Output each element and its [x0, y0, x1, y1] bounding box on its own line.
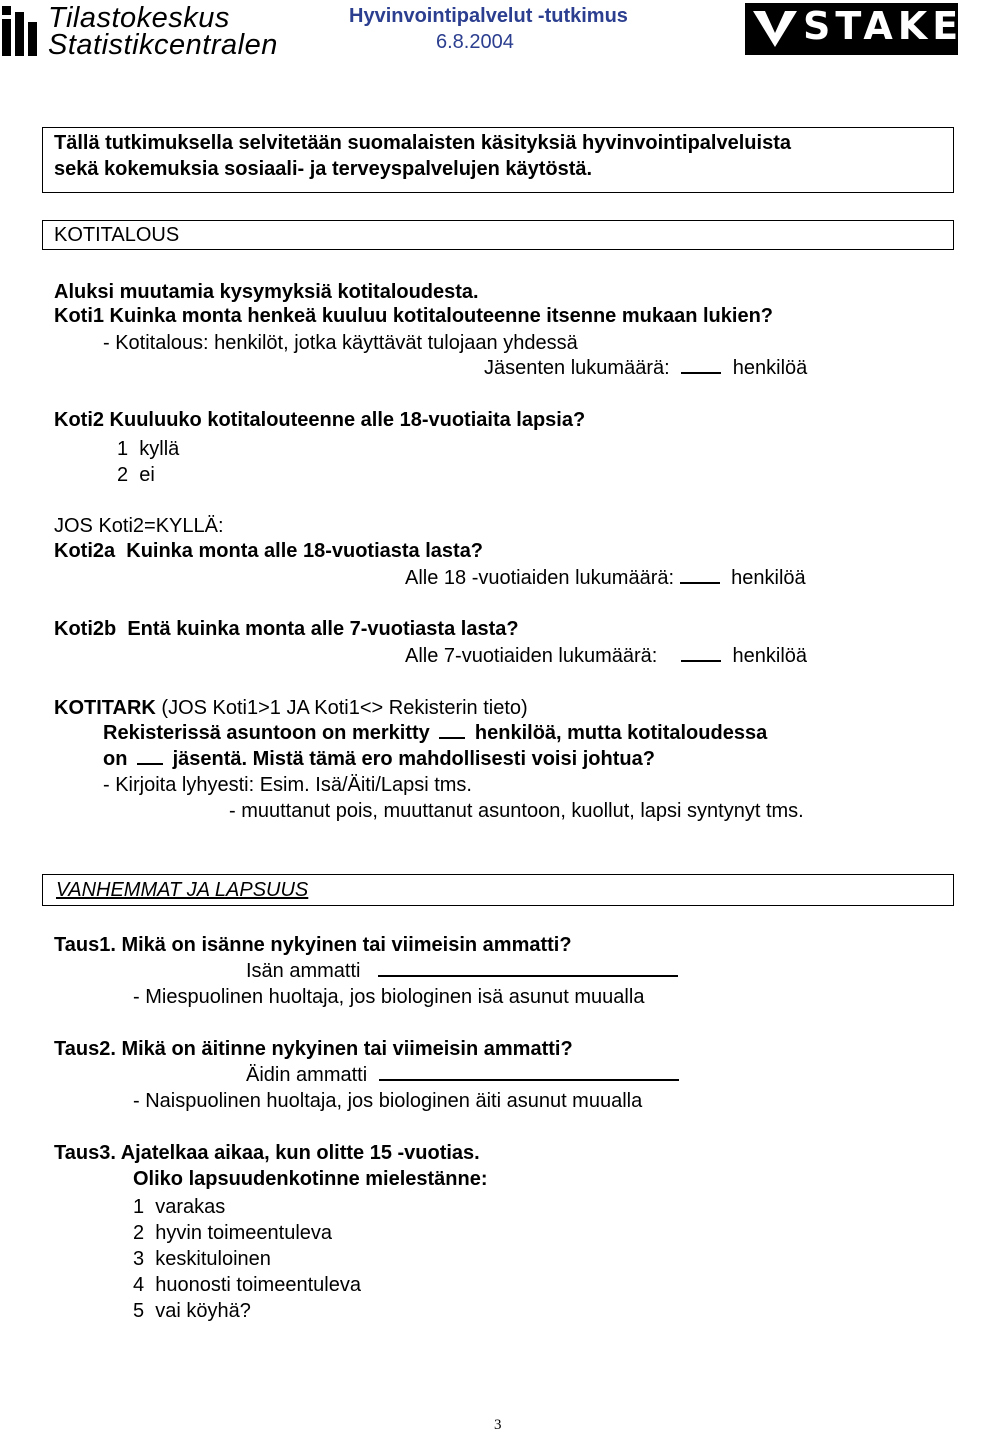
taus3-option-3-label: keskituloinen — [155, 1248, 271, 1270]
koti2b-answer-blank[interactable] — [681, 659, 721, 662]
koti2b-answer-unit: henkilöä — [732, 645, 808, 667]
koti2-option-1-label: kyllä — [139, 438, 180, 460]
logo-line-1: Tilastokeskus — [48, 2, 230, 34]
intro-line-2: sekä kokemuksia sosiaali- ja terveyspalvelujen käytöstä. — [54, 158, 593, 180]
kotitark-line-2 — [103, 749, 655, 769]
kotitark-register-blank[interactable] — [439, 736, 465, 739]
kotitark-line-1a: Rekisterissä asuntoon on merkitty — [103, 722, 430, 744]
taus3-option-2[interactable] — [133, 1223, 332, 1243]
taus3-question-row — [54, 1143, 480, 1163]
kotitark-condition: (JOS Koti1>1 JA Koti1<> Rekisterin tieto) — [161, 697, 528, 719]
taus3-option-2-num: 2 — [133, 1222, 145, 1244]
koti2-option-2[interactable] — [117, 465, 155, 485]
kotitark-id: KOTITARK — [54, 697, 156, 719]
koti2-question: Koti2 Kuuluuko kotitalouteenne alle 18-vuotiaita lapsia? — [54, 409, 586, 431]
tilastokeskus-logo — [2, 2, 292, 61]
koti2b-question-row — [54, 619, 519, 639]
taus3-option-5-label: vai köyhä? — [155, 1300, 251, 1322]
survey-title: Hyvinvointipalvelut -tutkimus — [349, 5, 628, 27]
koti1-question: Koti1 Kuinka monta henkeä kuuluu kotitalouteenne itsenne mukaan lukien? — [54, 305, 774, 327]
koti1-answer — [484, 358, 807, 378]
taus2-note: - Naispuolinen huoltaja, jos biologinen äiti asunut muualla — [133, 1090, 643, 1112]
taus2-answer — [246, 1065, 679, 1085]
stakes-logo-text: STAKES — [803, 4, 996, 48]
section-vanhemmat-title: VANHEMMAT JA LAPSUUS — [56, 879, 309, 901]
koti2-option-2-num: 2 — [117, 464, 129, 486]
koti2b-answer — [405, 646, 807, 666]
koti1-note: - Kotitalous: henkilöt, jotka käyttävät tulojaan yhdessä — [103, 332, 578, 354]
koti1-answer-blank[interactable] — [681, 371, 721, 374]
koti1-answer-label: Jäsenten lukumäärä: — [484, 357, 670, 379]
taus2-answer-blank[interactable] — [379, 1078, 679, 1081]
kotitark-line-2b: jäsentä. Mistä tämä ero mahdollisesti voisi johtua? — [172, 748, 655, 770]
intro-line-1: Tällä tutkimuksella selvitetään suomalaisten käsityksiä hyvinvointipalveluista — [54, 132, 791, 154]
stakes-mark-icon — [753, 11, 797, 47]
taus3-question-1: Ajatelkaa aikaa, kun olitte 15 -vuotias. — [120, 1142, 480, 1164]
koti2b-id: Koti2b — [54, 618, 117, 640]
page-number: 3 — [494, 1417, 502, 1433]
taus3-option-5[interactable] — [133, 1301, 251, 1321]
taus1-id: Taus1. — [54, 934, 116, 956]
stakes-logo — [745, 3, 996, 55]
taus3-option-4[interactable] — [133, 1275, 361, 1295]
tilastokeskus-mark-icon — [2, 6, 42, 56]
taus3-question-2: Oliko lapsuudenkotinne mielestänne: — [133, 1168, 488, 1190]
koti2-option-1[interactable] — [117, 439, 179, 459]
taus3-option-3-num: 3 — [133, 1248, 145, 1270]
koti1-intro: Aluksi muutamia kysymyksiä kotitaloudesta. — [54, 281, 479, 303]
kotitark-line-2a: on — [103, 748, 128, 770]
koti2a-question: Kuinka monta alle 18-vuotiasta lasta? — [126, 540, 484, 562]
taus3-option-4-num: 4 — [133, 1274, 145, 1296]
taus3-id: Taus3. — [54, 1142, 116, 1164]
taus1-question: Mikä on isänne nykyinen tai viimeisin ammatti? — [121, 934, 572, 956]
koti2b-question: Entä kuinka monta alle 7-vuotiasta lasta? — [127, 618, 519, 640]
taus3-option-3[interactable] — [133, 1249, 271, 1269]
taus1-note: - Miespuolinen huoltaja, jos biologinen isä asunut muualla — [133, 986, 645, 1008]
koti2a-condition: JOS Koti2=KYLLÄ: — [54, 515, 224, 537]
koti2a-answer-blank[interactable] — [680, 581, 720, 584]
koti2a-answer-label: Alle 18 -vuotiaiden lukumäärä: — [405, 567, 675, 589]
taus3-option-5-num: 5 — [133, 1300, 145, 1322]
kotitark-line-1 — [103, 723, 767, 743]
taus3-option-2-label: hyvin toimeentuleva — [155, 1222, 333, 1244]
koti1-answer-unit: henkilöä — [732, 357, 808, 379]
koti2a-question-row — [54, 541, 483, 561]
taus3-option-1-num: 1 — [133, 1196, 145, 1218]
taus2-question: Mikä on äitinne nykyinen tai viimeisin ammatti? — [121, 1038, 573, 1060]
kotitark-header — [54, 698, 528, 718]
taus1-question-row — [54, 935, 572, 955]
koti2a-answer-unit: henkilöä — [731, 567, 806, 589]
taus1-answer-label: Isän ammatti — [246, 960, 361, 982]
kotitark-line-1b: henkilöä, mutta kotitaloudessa — [474, 722, 768, 744]
koti2a-answer — [405, 568, 806, 588]
taus3-option-1-label: varakas — [155, 1196, 226, 1218]
section-kotitalous-title: KOTITALOUS — [54, 224, 180, 246]
kotitark-members-blank[interactable] — [137, 762, 163, 765]
taus1-answer — [246, 961, 678, 981]
taus2-id: Taus2. — [54, 1038, 116, 1060]
taus3-option-4-label: huonosti toimeentuleva — [155, 1274, 361, 1296]
taus2-question-row — [54, 1039, 573, 1059]
taus3-option-1[interactable] — [133, 1197, 225, 1217]
koti2a-id: Koti2a — [54, 540, 116, 562]
koti2b-answer-label: Alle 7-vuotiaiden lukumäärä: — [405, 645, 658, 667]
koti2-option-2-label: ei — [139, 464, 155, 486]
taus2-answer-label: Äidin ammatti — [246, 1064, 368, 1086]
survey-date: 6.8.2004 — [436, 31, 514, 53]
kotitark-note-1: - Kirjoita lyhyesti: Esim. Isä/Äiti/Lapsi tms. — [103, 774, 472, 796]
kotitark-note-2: - muuttanut pois, muuttanut asuntoon, kuollut, lapsi syntynyt tms. — [229, 800, 804, 822]
taus1-answer-blank[interactable] — [378, 974, 678, 977]
koti2-option-1-num: 1 — [117, 438, 129, 460]
logo-line-2: Statistikcentralen — [48, 29, 278, 61]
